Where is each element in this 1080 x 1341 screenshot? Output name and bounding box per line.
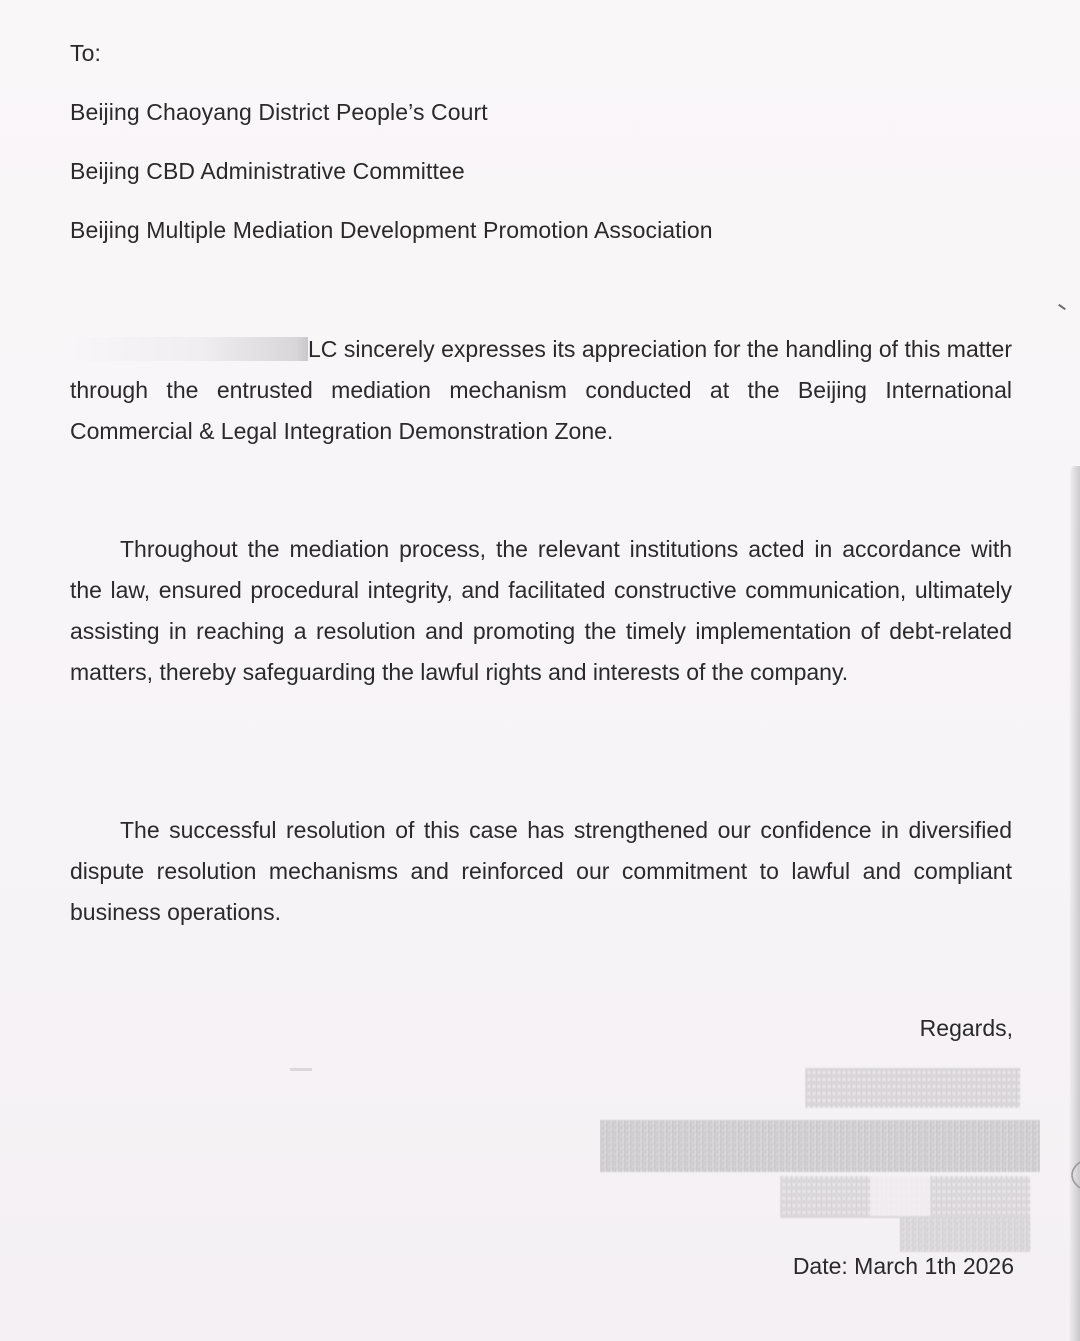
paragraph-appreciation (70, 329, 1012, 452)
closing-regards: Regards, (919, 1015, 1013, 1041)
corner-mark (1058, 304, 1066, 310)
paragraph-resolution: The successful resolution of this case has strengthened our confidence in diversified dispute resolution mechanisms and reinforced our commitment to lawful and compliant business operations. (70, 817, 1012, 925)
recipient-cbd-committee: Beijing CBD Administrative Committee (70, 158, 465, 184)
recipient-mediation-association: Beijing Multiple Mediation Development Promotion Association (70, 217, 713, 243)
redacted-company-name (70, 337, 308, 361)
faint-mark (290, 1068, 312, 1071)
redacted-signature-block (600, 1058, 1040, 1258)
paragraph-appreciation-text: LC sincerely expresses its appreciation for the handling of this matter through the entrusted mediation mechanism conducted at the Beijing International Commercial & Legal Integration Demonstration Zone. (70, 336, 1012, 444)
vertical-scrollbar[interactable] (1070, 466, 1080, 1341)
recipient-court: Beijing Chaoyang District People’s Court (70, 99, 488, 125)
paragraph-process: Throughout the mediation process, the relevant institutions acted in accordance with the law, ensured procedural integrity, and facilitated constructive communication, ultimately assisting in reaching a resolution and promoting the timely implementation of debt-related matters, thereby safeguarding the lawful rights and interests of the company. (70, 536, 1012, 685)
salutation: To: (70, 40, 101, 66)
letter-date: Date: March 1th 2026 (792, 1253, 1014, 1279)
